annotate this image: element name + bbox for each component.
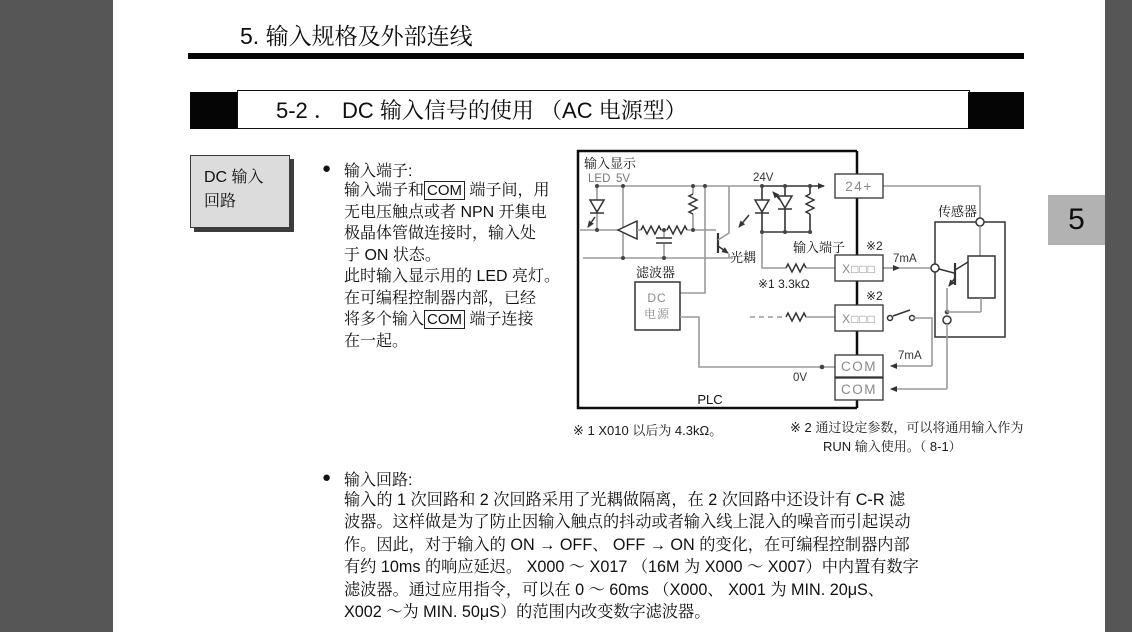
dc-power-label-1: DC [647,291,667,305]
paragraph-line: 在一起。 [344,332,409,350]
input-terminal-diagram-label: 输入端子 [793,240,846,255]
0v-label: 0V [793,372,808,384]
section-header-bar [190,90,1024,129]
paragraph-line: 在可编程控制器内部，已经 [344,289,537,307]
terminal-com2-text: COM [841,382,877,397]
optocoupler-led [778,196,792,208]
input-terminal-paragraph [344,180,560,352]
dc-power-box [635,282,680,330]
sensor-bottom-node [943,316,951,324]
chapter-tab: 5 [1048,195,1105,245]
resistor-value-label: ※1 3.3kΩ [758,277,810,291]
dc-power-label-2: 电源 [643,307,671,321]
optocoupler-label: 光耦 [730,250,757,265]
paragraph-line: 波器。这样做是为了防止因输入触点的抖动或者输入线上混入的噪音而引起误动 [344,513,911,532]
input-circuit-paragraph [344,489,919,623]
footnote-2-line1: ※ 2 通过设定参数，可以将通用输入作为 [790,420,1024,435]
bullet-icon: ● [322,160,332,177]
input-led-diode [590,200,604,212]
5v-label: 5V [616,173,631,185]
com-boxed-text: COM [424,181,465,200]
footnote-2-line2: RUN 输入使用。（ 8-1） [823,439,962,454]
input-terminal-heading: 输入端子: [344,163,413,180]
clamp-diode [755,200,769,212]
paragraph-line: 作。因此，对于输入的 ON → OFF、 OFF → ON 的变化，在可编程控制器内部 [344,535,910,554]
footnote-1: ※ 1 X010 以后为 4.3kΩ。 [573,423,723,438]
sensor-label: 传感器 [938,204,978,219]
plc-box-outline [578,151,857,408]
viewer-gutter-right [1105,0,1132,632]
terminal-24plus-text: 24+ [845,179,873,194]
paragraph-line: 滤波器。通过应用指令，可以在 0 ～ 60ms （X000、 X001 为 MIN. 20μS、 [344,580,885,599]
note-ref-2a: ※2 [866,239,883,253]
input-circuit-heading: 输入回路: [344,472,413,489]
paragraph-line: 输入的 1 次回路和 2 次回路采用了光耦做隔离，在 2 次回路中还设计有 C-R 滤 [344,491,906,509]
sensor-load [968,256,995,298]
section-bar-left-block [190,92,237,129]
filter-label: 滤波器 [636,265,676,280]
topic-label-line1: DC 输入 [204,169,264,186]
paragraph-line: 极晶体管做连接时，输入处 [344,225,537,242]
sensor-top-node [976,218,984,226]
paragraph-line: 无电压触点或者 NPN 开集电 [344,203,547,221]
section-title-box [237,90,970,129]
topic-label-line2: 回路 [204,193,237,210]
current-7ma-1: 7mA [893,253,917,265]
note-ref-2b: ※2 [866,289,883,303]
section-title: 5-2 ． DC 输入信号的使用 （AC 电源型） [276,98,687,123]
current-7ma-2: 7mA [898,350,922,362]
section-bar-right-block [968,92,1024,129]
bullet-icon: ● [322,469,332,486]
input-display-label: 输入显示 [584,156,637,171]
24v-label: 24V [753,172,774,184]
paragraph-line: X002 ～为 MIN. 50μS）的范围内改变数字滤波器。 [344,603,711,622]
amplifier-symbol [618,221,637,239]
plc-label: PLC [697,392,723,407]
terminal-x1-text: X□□□ [842,262,876,276]
terminal-x2-text: X□□□ [842,312,876,326]
paragraph-line: 输入端子和 COM 端子间，用 [344,182,550,199]
viewer-gutter-left [0,0,113,632]
input-circuit-diagram [565,145,1015,415]
paragraph-line: 于 ON 状态。 [344,246,441,264]
chapter-title: 5. 输入规格及外部连线 [240,23,473,49]
paragraph-line: 此时输入显示用的 LED 亮灯。 [344,268,561,285]
paragraph-line: 将多个输入 COM 端子连接 [344,311,534,328]
paragraph-line: 有约 10ms 的响应延迟。 X000 ～ X017 （16M 为 X000 ～ X007）中内置有数字 [344,558,919,577]
header-rule [188,53,1024,59]
topic-label-box [190,155,290,228]
terminal-com1-text: COM [841,359,877,374]
led-label: LED [588,173,611,185]
com-boxed-text: COM [424,310,465,329]
sensor-left-node [931,264,939,272]
